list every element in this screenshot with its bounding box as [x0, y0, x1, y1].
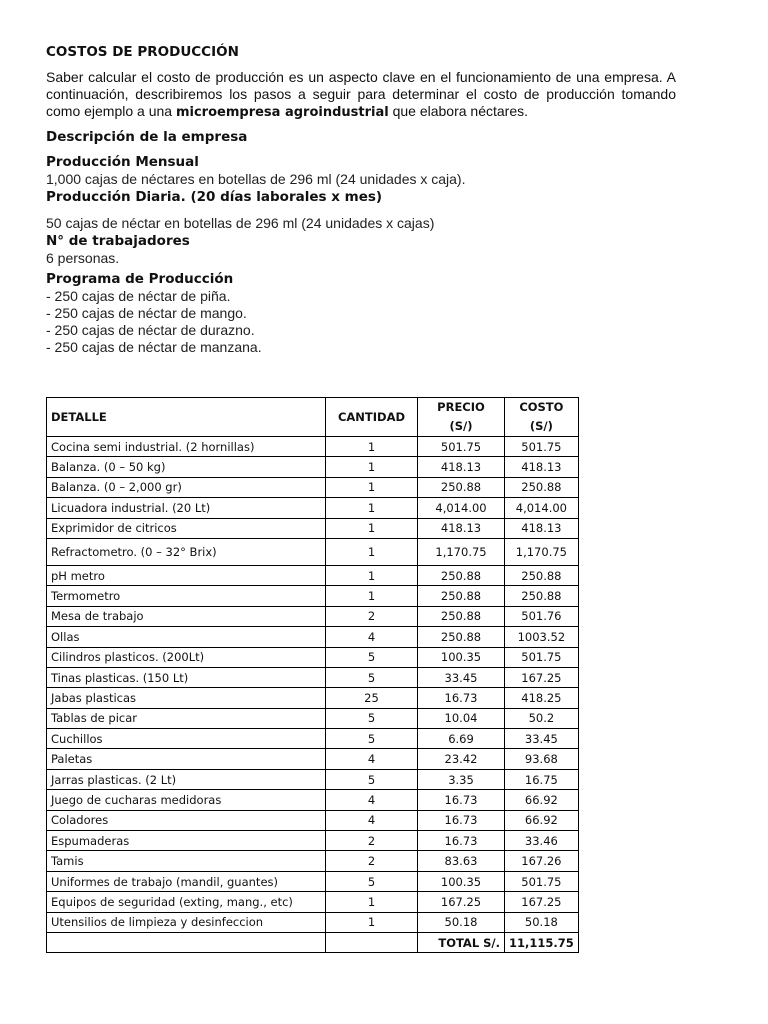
text-trabajadores: 6 personas. [46, 250, 120, 266]
cell-costo: 1,170.75 [505, 538, 579, 565]
table-row [47, 790, 579, 810]
table-row [47, 749, 579, 769]
cell-costo: 501.75 [505, 647, 579, 667]
heading-produccion-mensual: Producción Mensual [46, 154, 199, 170]
cell-cantidad: 5 [326, 647, 418, 667]
cell-costo: 1003.52 [505, 627, 579, 647]
intro-text-2: que elabora néctares. [388, 103, 529, 119]
table-header-row [47, 398, 579, 437]
cell-costo: 167.25 [505, 892, 579, 912]
text-produccion-mensual: 1,000 cajas de néctares en botellas de 296 ml (24 unidades x caja). [46, 171, 466, 187]
table-row [47, 437, 579, 457]
cell-detalle: Uniformes de trabajo (mandil, guantes) [47, 871, 326, 891]
cell-precio: 418.13 [418, 457, 505, 477]
cell-cantidad: 1 [326, 565, 418, 585]
cell-detalle: Licuadora industrial. (20 Lt) [47, 498, 326, 518]
table-row [47, 851, 579, 871]
cell-costo: 250.88 [505, 477, 579, 497]
cell-precio: 250.88 [418, 477, 505, 497]
table-row [47, 477, 579, 497]
cell-precio: 23.42 [418, 749, 505, 769]
cell-cantidad: 4 [326, 627, 418, 647]
cell-costo: 50.18 [505, 912, 579, 932]
cell-precio: 10.04 [418, 708, 505, 728]
cell-detalle: Refractometro. (0 – 32° Brix) [47, 538, 326, 565]
cell-detalle: Tablas de picar [47, 708, 326, 728]
cell-detalle: Cocina semi industrial. (2 hornillas) [47, 437, 326, 457]
table-row [47, 769, 579, 789]
total-value: 11,115.75 [505, 932, 579, 952]
cell-cantidad: 1 [326, 912, 418, 932]
cell-precio: 418.13 [418, 518, 505, 538]
header-costo-label: COSTO [519, 400, 564, 414]
cell-cantidad: 5 [326, 708, 418, 728]
table-row [47, 871, 579, 891]
heading-descripcion: Descripción de la empresa [46, 129, 248, 145]
cell-precio: 50.18 [418, 912, 505, 932]
heading-programa: Programa de Producción [46, 271, 234, 287]
cell-cantidad: 1 [326, 457, 418, 477]
cell-cantidad: 1 [326, 498, 418, 518]
total-label: TOTAL S/. [418, 932, 505, 952]
cell-costo: 66.92 [505, 810, 579, 830]
cell-detalle: Ollas [47, 627, 326, 647]
cell-costo: 250.88 [505, 565, 579, 585]
cell-precio: 16.73 [418, 831, 505, 851]
cell-detalle: Juego de cucharas medidoras [47, 790, 326, 810]
cell-cantidad: 1 [326, 518, 418, 538]
cell-costo: 66.92 [505, 790, 579, 810]
table-row [47, 565, 579, 585]
cost-table [46, 397, 579, 953]
table-row [47, 498, 579, 518]
cell-costo: 16.75 [505, 769, 579, 789]
cell-cantidad: 1 [326, 538, 418, 565]
cell-cantidad: 1 [326, 437, 418, 457]
cell-precio: 3.35 [418, 769, 505, 789]
total-row [47, 932, 579, 952]
table-row [47, 627, 579, 647]
total-blank-cell [47, 932, 326, 952]
cell-detalle: Cilindros plasticos. (200Lt) [47, 647, 326, 667]
cell-detalle: Paletas [47, 749, 326, 769]
cell-costo: 4,014.00 [505, 498, 579, 518]
cell-precio: 1,170.75 [418, 538, 505, 565]
cell-precio: 4,014.00 [418, 498, 505, 518]
programa-item: - 250 cajas de néctar de mango. [46, 305, 247, 321]
table-row [47, 810, 579, 830]
table-row [47, 606, 579, 626]
table-row [47, 892, 579, 912]
cell-detalle: pH metro [47, 565, 326, 585]
table-row [47, 518, 579, 538]
cell-cantidad: 2 [326, 831, 418, 851]
cell-cantidad: 1 [326, 586, 418, 606]
cell-costo: 50.2 [505, 708, 579, 728]
table-row [47, 831, 579, 851]
table-row [47, 688, 579, 708]
cell-cantidad: 1 [326, 477, 418, 497]
cell-costo: 167.25 [505, 667, 579, 687]
cell-detalle: Utensilios de limpieza y desinfeccion [47, 912, 326, 932]
cell-precio: 100.35 [418, 871, 505, 891]
cell-precio: 33.45 [418, 667, 505, 687]
cell-detalle: Exprimidor de citricos [47, 518, 326, 538]
table-row [47, 729, 579, 749]
cell-costo: 501.75 [505, 871, 579, 891]
header-detalle: DETALLE [47, 398, 326, 437]
cell-cantidad: 5 [326, 729, 418, 749]
cell-costo: 250.88 [505, 586, 579, 606]
text-produccion-diaria: 50 cajas de néctar en botellas de 296 ml (24 unidades x cajas) [46, 215, 435, 231]
cell-costo: 418.13 [505, 457, 579, 477]
cell-cantidad: 2 [326, 851, 418, 871]
header-precio-unit: (S/) [449, 419, 473, 433]
intro-paragraph [46, 69, 676, 121]
heading-trabajadores: N° de trabajadores [46, 233, 190, 249]
cell-precio: 16.73 [418, 810, 505, 830]
cell-detalle: Balanza. (0 – 50 kg) [47, 457, 326, 477]
cell-precio: 250.88 [418, 627, 505, 647]
cell-detalle: Coladores [47, 810, 326, 830]
table-row [47, 586, 579, 606]
cell-cantidad: 5 [326, 769, 418, 789]
cell-precio: 501.75 [418, 437, 505, 457]
cell-cantidad: 4 [326, 790, 418, 810]
cell-precio: 100.35 [418, 647, 505, 667]
programa-item: - 250 cajas de néctar de durazno. [46, 322, 255, 338]
cell-detalle: Cuchillos [47, 729, 326, 749]
cell-precio: 167.25 [418, 892, 505, 912]
cell-detalle: Mesa de trabajo [47, 606, 326, 626]
cell-precio: 16.73 [418, 688, 505, 708]
cell-costo: 33.46 [505, 831, 579, 851]
cell-detalle: Balanza. (0 – 2,000 gr) [47, 477, 326, 497]
cell-detalle: Tinas plasticas. (150 Lt) [47, 667, 326, 687]
cell-precio: 250.88 [418, 586, 505, 606]
cell-cantidad: 25 [326, 688, 418, 708]
cell-detalle: Equipos de seguridad (exting, mang., etc) [47, 892, 326, 912]
header-precio [418, 398, 505, 437]
header-precio-label: PRECIO [437, 400, 485, 414]
cell-costo: 501.75 [505, 437, 579, 457]
cell-cantidad: 5 [326, 871, 418, 891]
cell-detalle: Tamis [47, 851, 326, 871]
cell-costo: 418.13 [505, 518, 579, 538]
header-costo [505, 398, 579, 437]
cell-detalle: Espumaderas [47, 831, 326, 851]
cell-costo: 167.26 [505, 851, 579, 871]
cell-cantidad: 2 [326, 606, 418, 626]
cell-precio: 83.63 [418, 851, 505, 871]
intro-text-1: Saber calcular el costo de producción es un aspecto clave en el funcionamiento de una empresa. A continuación, describiremos los pasos a seguir para determinar el costo de producción tomando como ejemplo a una [46, 69, 676, 119]
cell-precio: 6.69 [418, 729, 505, 749]
page-title: COSTOS DE PRODUCCIÓN [46, 44, 239, 60]
cell-costo: 418.25 [505, 688, 579, 708]
cell-cantidad: 1 [326, 892, 418, 912]
table-row [47, 538, 579, 565]
total-blank-cell [326, 932, 418, 952]
cell-detalle: Jarras plasticas. (2 Lt) [47, 769, 326, 789]
programa-item: - 250 cajas de néctar de piña. [46, 288, 231, 304]
intro-bold-text: microempresa agroindustrial [175, 105, 389, 120]
table-row [47, 457, 579, 477]
cell-precio: 16.73 [418, 790, 505, 810]
cell-detalle: Termometro [47, 586, 326, 606]
cell-costo: 501.76 [505, 606, 579, 626]
table-row [47, 708, 579, 728]
table-row [47, 647, 579, 667]
cell-costo: 33.45 [505, 729, 579, 749]
cell-cantidad: 4 [326, 749, 418, 769]
programa-item: - 250 cajas de néctar de manzana. [46, 339, 262, 355]
cell-precio: 250.88 [418, 606, 505, 626]
cell-costo: 93.68 [505, 749, 579, 769]
table-row [47, 667, 579, 687]
header-cantidad: CANTIDAD [326, 398, 418, 437]
header-costo-unit: (S/) [529, 419, 553, 433]
cell-precio: 250.88 [418, 565, 505, 585]
heading-produccion-diaria: Producción Diaria. (20 días laborales x mes) [46, 189, 383, 205]
cell-detalle: Jabas plasticas [47, 688, 326, 708]
document-body [46, 44, 676, 356]
table-row [47, 912, 579, 932]
cell-cantidad: 4 [326, 810, 418, 830]
cell-cantidad: 5 [326, 667, 418, 687]
